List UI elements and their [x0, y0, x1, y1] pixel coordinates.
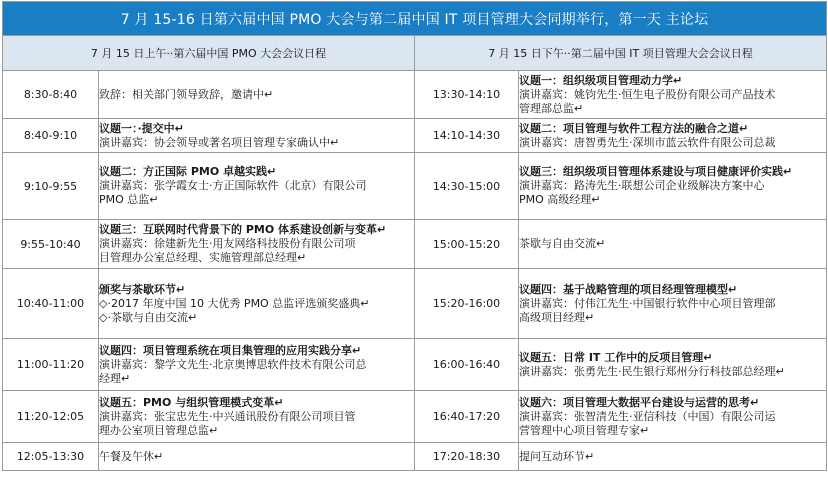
speaker-line: 营管理中心项目管理专家↵: [519, 423, 650, 437]
session-title: 议题四：基于战略管理的项目经理管理模型↵: [519, 282, 738, 296]
afternoon-time: 15:00-15:20: [415, 220, 519, 269]
session-title: 议题二：项目管理与软件工程方法的融合之道↵: [519, 121, 749, 135]
table-row: [3, 391, 827, 443]
morning-time: 11:20-12:05: [3, 391, 99, 443]
session-title: 议题三：组织级项目管理体系建设与项目健康评价实践↵: [519, 165, 793, 178]
session-title: 议题五：日常 IT 工作中的反项目管理↵: [519, 350, 713, 364]
morning-session: [99, 269, 415, 339]
agenda-sheet: [2, 1, 826, 475]
session-title: 议题一：·提交中↵: [99, 121, 184, 135]
speaker-line: PMO 总监↵: [99, 193, 159, 206]
agenda-banner: 7 月 15-16 日第六届中国 PMO 大会与第二届中国 IT 项目管理大会同期举行，第一天 主论坛: [3, 2, 827, 36]
session-title: 议题一：组织级项目管理动力学↵: [519, 73, 683, 87]
table-row: [3, 119, 827, 153]
session-title: 议题六：项目管理大数据平台建设与运营的思考↵: [519, 395, 760, 409]
speaker-line: 理办公室项目管理总监↵: [99, 423, 219, 437]
morning-time: 8:40-9:10: [3, 119, 99, 153]
morning-time: 8:30-8:40: [3, 71, 99, 119]
afternoon-schedule-header: 7 月 15 日下午··第二届中国 IT 项目管理大会会议日程: [415, 36, 827, 71]
speaker-line: 演讲嘉宾：姚钧先生·恒生电子股份有限公司产品技术: [519, 87, 776, 101]
speaker-line: 管理部总监↵: [519, 101, 584, 115]
afternoon-time: 14:10-14:30: [415, 119, 519, 153]
speaker-line: 演讲嘉宾：张勇先生·民生银行郑州分行科技部总经理↵: [519, 364, 785, 378]
speaker-line: 高级项目经理↵: [519, 310, 595, 324]
morning-session: [99, 220, 415, 269]
speaker-line: 演讲嘉宾：路涛先生·联想公司企业级解决方案中心: [519, 179, 765, 192]
session-title: 议题四：项目管理系统在项目集管理的应用实践分享↵: [99, 343, 362, 357]
speaker-line: 经理↵: [99, 371, 131, 385]
morning-time: 10:40-11:00: [3, 269, 99, 339]
morning-session: [99, 119, 415, 153]
morning-time: 9:10-9:55: [3, 153, 99, 220]
afternoon-session: [519, 220, 827, 269]
speaker-line: 演讲嘉宾：协会领导或著名项目管理专家确认中↵: [99, 135, 340, 149]
afternoon-session: [519, 119, 827, 153]
afternoon-time: 17:20-18:30: [415, 443, 519, 471]
morning-session: [99, 339, 415, 391]
morning-time: 11:00-11:20: [3, 339, 99, 391]
speaker-line: 目管理办公室总经理、实施管理部总经理↵: [99, 251, 307, 264]
table-row: [3, 269, 827, 339]
afternoon-time: 13:30-14:10: [415, 71, 519, 119]
afternoon-time: 16:00-16:40: [415, 339, 519, 391]
table-row: [3, 153, 827, 220]
morning-time: 12:05-13:30: [3, 443, 99, 471]
morning-session: [99, 391, 415, 443]
speaker-line: 演讲嘉宾：张智清先生·亚信科技（中国）有限公司运: [519, 409, 776, 423]
table-row: [3, 443, 827, 471]
session-title: 颁奖与茶歇环节↵: [99, 282, 186, 296]
table-row: [3, 71, 827, 119]
speaker-line: 演讲嘉宾：张宝忠先生·中兴通讯股份有限公司项目管: [99, 409, 356, 423]
table-row: [3, 339, 827, 391]
afternoon-time: 16:40-17:20: [415, 391, 519, 443]
speaker-line: 演讲嘉宾：黎学文先生·北京奥博思软件技术有限公司总: [99, 357, 367, 371]
speaker-line: 演讲嘉宾：张学霞女士·方正国际软件（北京）有限公司: [99, 179, 367, 192]
afternoon-time: 15:20-16:00: [415, 269, 519, 339]
session-title: 议题二：方正国际 PMO 卓越实践↵: [99, 165, 277, 178]
afternoon-time: 14:30-15:00: [415, 153, 519, 220]
agenda-table: [2, 1, 827, 471]
afternoon-session: [519, 153, 827, 220]
afternoon-session: [519, 339, 827, 391]
session-text: 提问互动环节↵: [519, 449, 595, 463]
session-text: 茶歇与自由交流↵: [519, 237, 606, 250]
speaker-line: 演讲嘉宾：付伟江先生·中国银行软件中心项目管理部: [519, 296, 776, 310]
morning-session: [99, 71, 415, 119]
break-line: ◇·茶歇与自由交流↵: [99, 310, 198, 324]
session-text: 午餐及午休↵: [99, 449, 164, 463]
speaker-line: 演讲嘉宾：徐建新先生·用友网络科技股份有限公司项: [99, 237, 356, 250]
afternoon-session: [519, 443, 827, 471]
morning-time: 9:55-10:40: [3, 220, 99, 269]
speaker-line: PMO 高级经理↵: [519, 193, 601, 206]
morning-session: [99, 153, 415, 220]
afternoon-session: [519, 391, 827, 443]
speaker-line: 演讲嘉宾：唐智勇先生·深圳市蓝云软件有限公司总裁: [519, 135, 776, 149]
table-row: [3, 220, 827, 269]
session-title: 议题三：互联网时代背景下的 PMO 体系建设创新与变革↵: [99, 223, 387, 236]
morning-schedule-header: 7 月 15 日上午··第六届中国 PMO 大会会议日程: [3, 36, 415, 71]
award-line: ◇·2017 年度中国 10 大优秀 PMO 总监评选颁奖盛典↵: [99, 296, 370, 310]
session-text: 致辞：相关部门领导致辞，邀请中↵: [99, 87, 274, 101]
afternoon-session: [519, 269, 827, 339]
afternoon-session: [519, 71, 827, 119]
morning-session: [99, 443, 415, 471]
session-title: 议题五：PMO 与组织管理模式变革↵: [99, 395, 284, 409]
